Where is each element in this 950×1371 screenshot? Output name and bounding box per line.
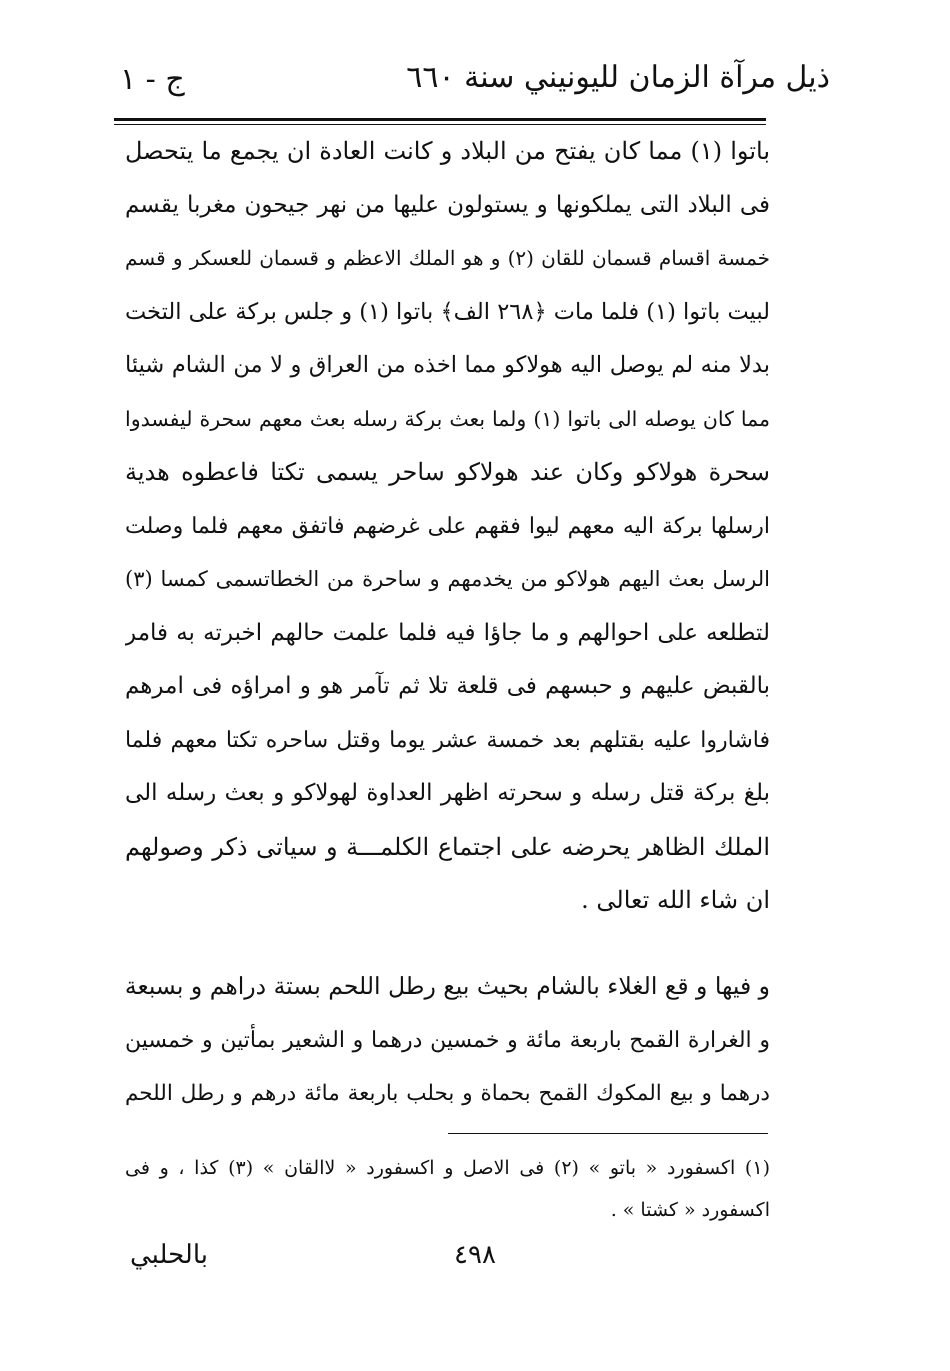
- text-line: الملك الظاهر يحرضه على اجتماع الكلمـــة و سياتى ذكر وصولهم: [125, 832, 770, 861]
- main-paragraph: [125, 125, 770, 928]
- footnote-line: (١) اكسفورد « باتو » (٢) فى الاصل و اكسفورد « لاالقان » (٣) كذا ، و فى: [125, 1157, 770, 1179]
- text-line: بدلا منه لم يوصل اليه هولاكو مما اخذه من العراق و لا من الشام شيئا: [125, 352, 770, 378]
- text-line: و الغرارة القمح باربعة مائة و خمسين درهما و الشعير بمأتين و خمسين: [125, 1027, 770, 1053]
- text-line: الرسل بعث اليهم هولاكو من يخدمهم و ساحرة من الخطاتسمى كمسا (٣): [125, 567, 770, 591]
- footnotes: [125, 1147, 770, 1231]
- text-line: خمسة اقسام قسمان للقان (٢) و هو الملك الاعظم و قسمان للعسكر و قسم: [125, 246, 770, 270]
- footnote-rule: [448, 1133, 768, 1134]
- text-line: بلغ بركة قتل رسله و سحرته اظهر العداوة لهولاكو و بعث رسله الى: [125, 780, 770, 806]
- text-line: بالقبض عليهم و حبسهم فى قلعة تلا ثم تآمر هو و امراؤه فى امرهم: [125, 673, 770, 699]
- page-number: ٤٩٨: [454, 1240, 496, 1270]
- second-paragraph: [125, 960, 770, 1121]
- text-line: لتطلعه على احوالهم و ما جاؤا فيه فلما علمت حالهم اخبرته به فامر: [125, 619, 770, 646]
- text-line: باتوا (١) مما كان يفتح من البلاد و كانت العادة ان يجمع ما يتحصل: [125, 137, 770, 165]
- header-rule-thick: [114, 118, 766, 121]
- text-line: ان شاء الله تعالى .: [581, 886, 770, 914]
- text-line: لبيت باتوا (١) فلما مات ﴿٢٦٨ الف﴾ باتوا (١) و جلس بركة على التخت: [125, 298, 770, 325]
- volume-number: ج - ١: [120, 62, 185, 97]
- text-line: ارسلها بركة اليه معهم ليوا فقهم على غرضهم فاتفق معهم فلما وصلت: [125, 513, 770, 539]
- text-line: فاشاروا عليه بقتلهم بعد خمسة عشر يوما وقتل ساحره تكتا معهم فلما: [125, 727, 770, 753]
- footnote-line: اكسفورد « كشتا » .: [610, 1199, 770, 1221]
- text-line: مما كان يوصله الى باتوا (١) ولما بعث بركة رسله بعث معهم سحرة ليفسدوا: [125, 406, 770, 431]
- text-line: سحرة هولاكو وكان عند هولاكو ساحر يسمى تكتا فاعطوه هدية: [125, 458, 770, 486]
- running-title: ذيل مرآة الزمان لليونيني سنة ٦٦٠: [406, 60, 830, 95]
- text-line: درهما و بيع المكوك القمح بحماة و بحلب باربعة مائة درهم و رطل اللحم: [125, 1081, 770, 1106]
- text-line: و فيها و قع الغلاء بالشام بحيث بيع رطل اللحم بستة دراهم و بسبعة: [125, 972, 770, 1000]
- page-footer: [120, 1240, 830, 1290]
- text-line: فى البلاد التى يملكونها و يستولون عليها من نهر جيحون مغربا يقسم: [125, 191, 770, 218]
- running-header: [120, 52, 830, 112]
- printer-signature: بالحلبي: [130, 1240, 208, 1270]
